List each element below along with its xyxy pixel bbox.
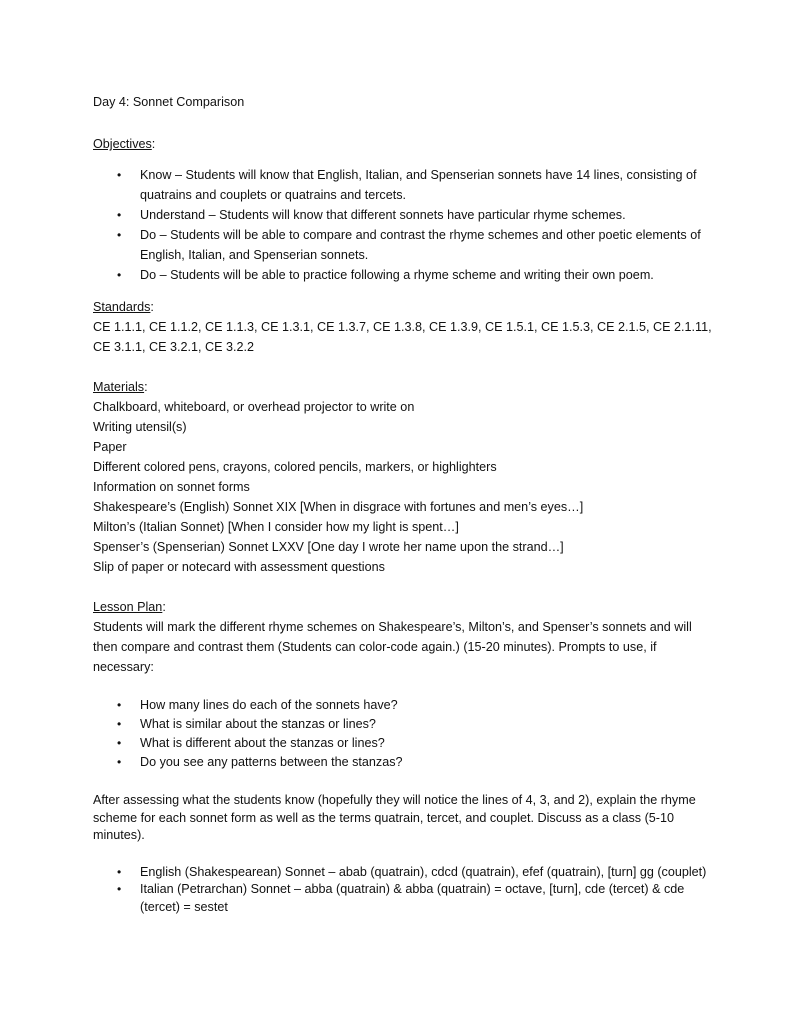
- objective-text: Do – Students will be able to compare and contrast the rhyme schemes and other poetic elements of English, Italian, and Spenserian sonnets.: [140, 228, 701, 262]
- bullet-icon: •: [117, 736, 122, 750]
- lesson-plan-heading: [93, 597, 713, 617]
- objective-text: Know – Students will know that English, Italian, and Spenserian sonnets have 14 lines, consisting of quatrains and couplets or quatrains and tercets.: [140, 168, 697, 202]
- material-item: Spenser’s (Spenserian) Sonnet LXXV [One day I wrote her name upon the strand…]: [93, 540, 564, 554]
- materials-heading-colon: :: [144, 380, 148, 394]
- material-item: Information on sonnet forms: [93, 480, 250, 494]
- prompt-text: What is similar about the stanzas or lines?: [140, 717, 376, 731]
- material-item: Shakespeare’s (English) Sonnet XIX [When in disgrace with fortunes and men’s eyes…]: [93, 500, 584, 514]
- list-item: [93, 696, 713, 715]
- list-item: [93, 881, 713, 916]
- bullet-icon: •: [117, 864, 122, 879]
- materials-list: [93, 397, 713, 577]
- prompts-list: [93, 696, 713, 772]
- bullet-icon: •: [117, 168, 122, 182]
- lesson-plan-after: After assessing what the students know (hopefully they will notice the lines of 4, 3, and 2), explain the rhyme scheme for each sonnet form as well as the terms quatrain, tercet, and couplet. Discuss as a class (5-10 minutes).: [93, 793, 696, 842]
- material-item: Chalkboard, whiteboard, or overhead projector to write on: [93, 400, 415, 414]
- bullet-icon: •: [117, 882, 122, 896]
- lesson-plan-heading-colon: :: [162, 600, 166, 614]
- objective-text: Do – Students will be able to practice following a rhyme scheme and writing their own poem.: [140, 268, 654, 282]
- list-item: [93, 205, 713, 225]
- lesson-plan-heading-label: Lesson Plan: [93, 600, 163, 614]
- bullet-icon: •: [117, 268, 122, 282]
- prompt-text: How many lines do each of the sonnets have?: [140, 698, 398, 712]
- list-item: [93, 753, 713, 772]
- document-title: Day 4: Sonnet Comparison: [93, 95, 245, 109]
- sonnet-form-text: Italian (Petrarchan) Sonnet – abba (quatrain) & abba (quatrain) = octave, [turn], cde (tercet) & cde (tercet) = sestet: [140, 882, 685, 914]
- list-item: [93, 715, 713, 734]
- bullet-icon: •: [117, 208, 122, 222]
- objectives-heading-label: Objectives: [93, 137, 152, 151]
- sonnet-forms-list: [93, 864, 713, 917]
- prompt-text: Do you see any patterns between the stanzas?: [140, 755, 403, 769]
- sonnet-form-text: English (Shakespearean) Sonnet – abab (quatrain), cdcd (quatrain), efef (quatrain), [turn] gg (couplet): [140, 864, 707, 879]
- standards-heading-label: Standards: [93, 300, 151, 314]
- materials-heading-label: Materials: [93, 380, 145, 394]
- bullet-icon: •: [117, 755, 122, 769]
- bullet-icon: •: [117, 698, 122, 712]
- list-item: [93, 265, 713, 285]
- list-item: [93, 864, 713, 882]
- material-item: Slip of paper or notecard with assessment questions: [93, 560, 385, 574]
- objectives-heading: [93, 134, 713, 154]
- prompt-text: What is different about the stanzas or lines?: [140, 736, 385, 750]
- list-item: [93, 734, 713, 753]
- objectives-list: [93, 165, 713, 285]
- document-page: [93, 92, 713, 916]
- materials-heading: [93, 377, 713, 397]
- list-item: [93, 225, 713, 265]
- objectives-heading-colon: :: [151, 137, 156, 151]
- objective-text: Understand – Students will know that different sonnets have particular rhyme schemes.: [140, 208, 626, 222]
- material-item: Writing utensil(s): [93, 420, 187, 434]
- bullet-icon: •: [117, 717, 122, 731]
- bullet-icon: •: [117, 228, 122, 242]
- standards-text: CE 1.1.1, CE 1.1.2, CE 1.1.3, CE 1.3.1, CE 1.3.7, CE 1.3.8, CE 1.3.9, CE 1.5.1, CE 1.5.3, CE 2.1.5, CE 2.1.11, CE 3.1.1, CE 3.2.1, CE 3.2.2: [93, 320, 712, 354]
- lesson-plan-intro: Students will mark the different rhyme schemes on Shakespeare’s, Milton’s, and Spenser’s sonnets and will then compare and contrast them (Students can color-code again.) (15-20 minutes). Prompts to use, if necessary:: [93, 620, 692, 674]
- standards-heading-colon: :: [150, 300, 154, 314]
- material-item: Paper: [93, 440, 127, 454]
- material-item: Milton’s (Italian Sonnet) [When I consider how my light is spent…]: [93, 520, 459, 534]
- list-item: [93, 165, 713, 205]
- material-item: Different colored pens, crayons, colored pencils, markers, or highlighters: [93, 460, 497, 474]
- standards-heading: [93, 297, 713, 317]
